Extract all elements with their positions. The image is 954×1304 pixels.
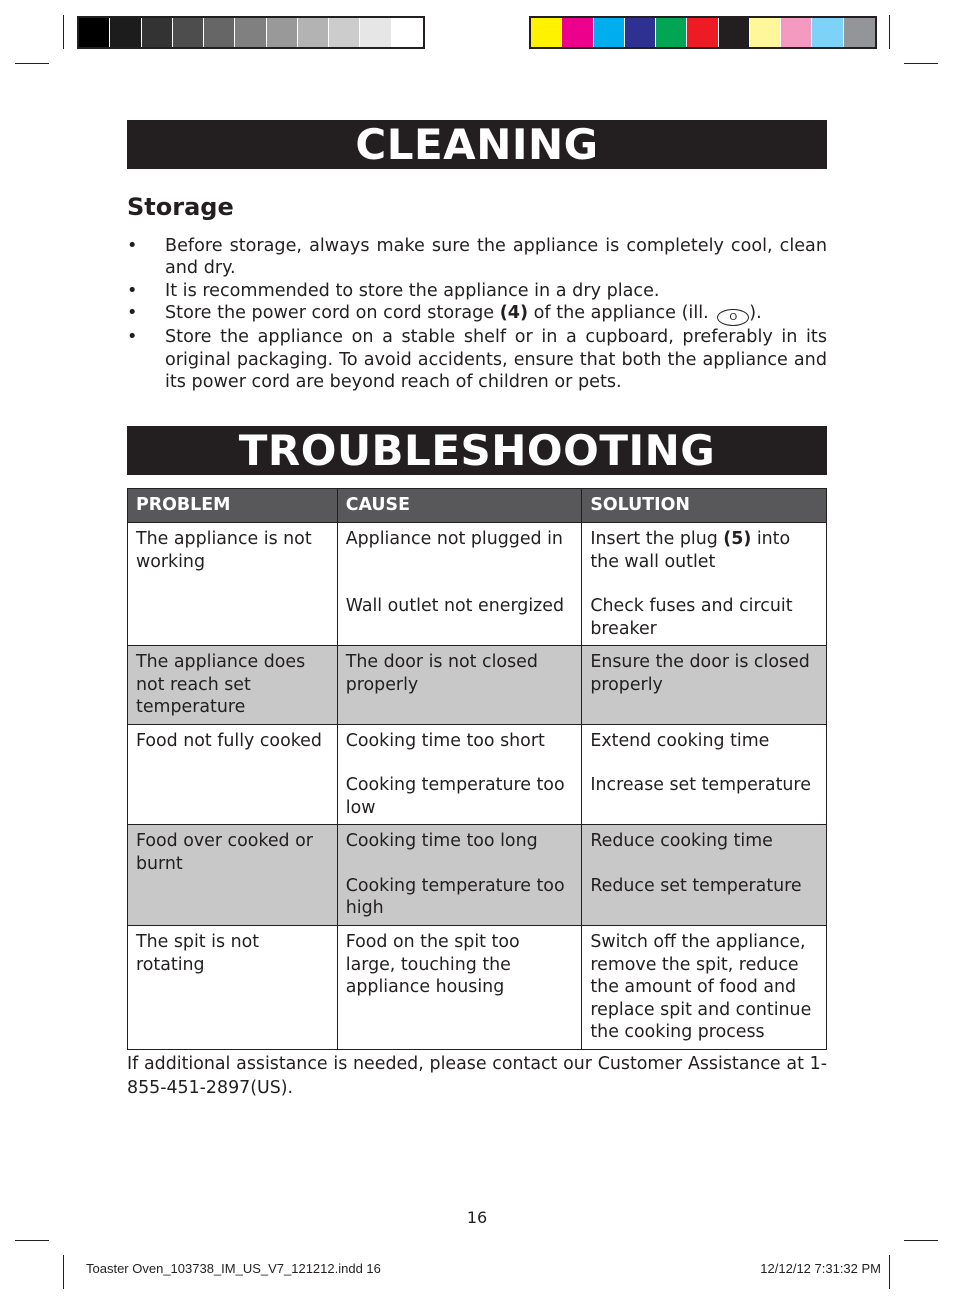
grayscale-calibration-strip bbox=[77, 16, 425, 49]
list-item: • It is recommended to store the appliance in a dry place. bbox=[127, 280, 660, 301]
cleaning-title: CLEANING bbox=[355, 120, 599, 169]
table-row bbox=[128, 724, 827, 825]
solution-cell: Ensure the door is closed properly bbox=[582, 646, 827, 725]
problem-cell: The appliance is not working bbox=[128, 523, 338, 646]
gray-swatch bbox=[79, 18, 110, 47]
gray-swatch bbox=[235, 18, 266, 47]
color-swatch bbox=[844, 18, 875, 47]
color-swatch bbox=[750, 18, 781, 47]
problem-cell: Food not fully cooked bbox=[128, 724, 338, 825]
page-number: 16 bbox=[466, 1208, 488, 1227]
list-item: • Before storage, always make sure the appliance is completely cool, clean and dry. bbox=[127, 236, 827, 279]
gray-swatch bbox=[142, 18, 173, 47]
troubleshooting-banner bbox=[127, 426, 827, 475]
table-header-row bbox=[128, 489, 827, 523]
gray-swatch bbox=[110, 18, 141, 47]
gray-swatch bbox=[173, 18, 204, 47]
table-row bbox=[128, 646, 827, 725]
column-header-problem: PROBLEM bbox=[128, 489, 338, 523]
cause-cell: Food on the spit too large, touching the appliance housing bbox=[337, 926, 582, 1050]
cause-cell: Cooking time too short Cooking temperature too low bbox=[337, 724, 582, 825]
solution-cell: Switch off the appliance, remove the spit, reduce the amount of food and replace spit and continue the cooking process bbox=[582, 926, 827, 1050]
gray-swatch bbox=[204, 18, 235, 47]
list-item: • Store the appliance on a stable shelf or in a cupboard, preferably in its original packaging. To avoid accidents, ensure that both the appliance and its power cord are beyond reach of children or pets. bbox=[127, 327, 827, 393]
storage-heading: Storage bbox=[127, 193, 234, 221]
crop-mark bbox=[889, 1255, 890, 1289]
solution-cell: Insert the plug (5) into the wall outlet Check fuses and circuit breaker bbox=[582, 523, 827, 646]
crop-mark bbox=[904, 1240, 938, 1241]
table-row bbox=[128, 926, 827, 1050]
solution-cell: Reduce cooking time Reduce set temperature bbox=[582, 825, 827, 926]
color-swatch bbox=[812, 18, 843, 47]
print-date-slug: 12/12/12 7:31:32 PM bbox=[760, 1261, 881, 1276]
cause-cell: Appliance not plugged in Wall outlet not energized bbox=[337, 523, 582, 646]
color-swatch bbox=[625, 18, 656, 47]
gray-swatch bbox=[360, 18, 391, 47]
color-swatch bbox=[687, 18, 718, 47]
table-row bbox=[128, 523, 827, 646]
file-slug: Toaster Oven_103738_IM_US_V7_121212.indd 16 bbox=[86, 1261, 381, 1276]
color-swatch bbox=[781, 18, 812, 47]
crop-mark bbox=[15, 63, 49, 64]
list-item: • Store the power cord on cord storage (4) of the appliance (ill. O ). bbox=[127, 302, 827, 326]
crop-mark bbox=[63, 15, 64, 49]
cause-cell: The door is not closed properly bbox=[337, 646, 582, 725]
cleaning-banner bbox=[127, 120, 827, 169]
color-swatch bbox=[594, 18, 625, 47]
color-swatch bbox=[562, 18, 593, 47]
crop-mark bbox=[904, 63, 938, 64]
color-swatch bbox=[719, 18, 750, 47]
problem-cell: The spit is not rotating bbox=[128, 926, 338, 1050]
crop-mark bbox=[63, 1255, 64, 1289]
gray-swatch bbox=[392, 18, 423, 47]
gray-swatch bbox=[267, 18, 298, 47]
troubleshooting-table bbox=[127, 488, 827, 1050]
customer-assistance-note: If additional assistance is needed, please contact our Customer Assistance at 1-855-451-2897(US). bbox=[127, 1054, 827, 1098]
storage-bullet-list bbox=[127, 235, 827, 393]
solution-cell: Extend cooking time Increase set temperature bbox=[582, 724, 827, 825]
process-color-calibration-strip bbox=[529, 16, 877, 49]
crop-mark bbox=[889, 15, 890, 49]
column-header-solution: SOLUTION bbox=[582, 489, 827, 523]
problem-cell: Food over cooked or burnt bbox=[128, 825, 338, 926]
problem-cell: The appliance does not reach set temperature bbox=[128, 646, 338, 725]
color-swatch bbox=[656, 18, 687, 47]
gray-swatch bbox=[298, 18, 329, 47]
illustration-reference-icon: O bbox=[717, 309, 749, 326]
table-row bbox=[128, 825, 827, 926]
troubleshooting-title: TROUBLESHOOTING bbox=[238, 426, 716, 475]
crop-mark bbox=[15, 1240, 49, 1241]
color-swatch bbox=[531, 18, 562, 47]
cause-cell: Cooking time too long Cooking temperature too high bbox=[337, 825, 582, 926]
gray-swatch bbox=[329, 18, 360, 47]
column-header-cause: CAUSE bbox=[337, 489, 582, 523]
